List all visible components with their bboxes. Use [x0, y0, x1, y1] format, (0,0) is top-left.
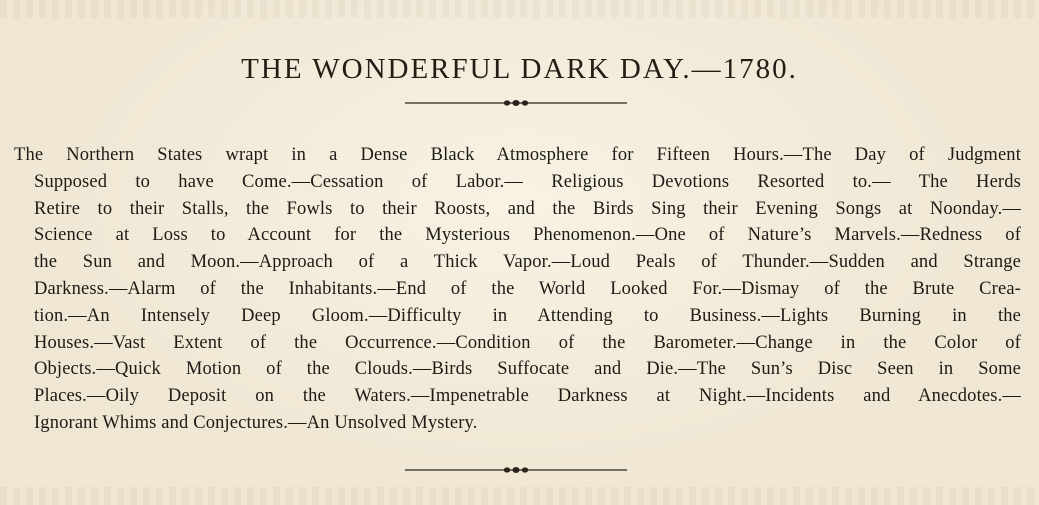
- summary-line: Ignorant Whims and Conjectures.—An Unsolved Mystery.: [34, 412, 478, 433]
- chapter-title: THE WONDERFUL DARK DAY.—1780.: [241, 53, 798, 86]
- summary-line: Supposed to have Come.—Cessation of Labor.— Religious Devotions Resorted to.— The Herds: [34, 171, 1021, 192]
- summary-line: Retire to their Stalls, the Fowls to their Roosts, and the Birds Sing their Evening Songs at Noonday.—: [34, 198, 1021, 219]
- summary-line: Places.—Oily Deposit on the Waters.—Impenetrable Darkness at Night.—Incidents and Anecdotes.—: [34, 386, 1021, 407]
- summary-line: The Northern States wrapt in a Dense Black Atmosphere for Fifteen Hours.—The Day of Judgment: [14, 145, 1021, 165]
- ornament-divider-top-icon: [405, 97, 627, 109]
- summary-line: tion.—An Intensely Deep Gloom.—Difficulty in Attending to Business.—Lights Burning in the: [34, 305, 1021, 326]
- show-through-text-top: [0, 0, 1039, 18]
- summary-line: the Sun and Moon.—Approach of a Thick Vapor.—Loud Peals of Thunder.—Sudden and Strange: [34, 252, 1021, 273]
- show-through-text-bottom: [0, 487, 1039, 505]
- summary-line: Darkness.—Alarm of the Inhabitants.—End of the World Looked For.—Dismay of the Brute Crea-: [34, 278, 1021, 299]
- summary-line: Objects.—Quick Motion of the Clouds.—Birds Suffocate and Die.—The Sun’s Disc Seen in Some: [34, 359, 1021, 380]
- summary-line: Houses.—Vast Extent of the Occurrence.—Condition of the Barometer.—Change in the Color of: [34, 332, 1021, 353]
- ornament-divider-bottom-icon: [405, 464, 627, 476]
- summary-line: Science at Loss to Account for the Mysterious Phenomenon.—One of Nature’s Marvels.—Redness of: [34, 225, 1021, 246]
- chapter-summary: [14, 142, 1021, 437]
